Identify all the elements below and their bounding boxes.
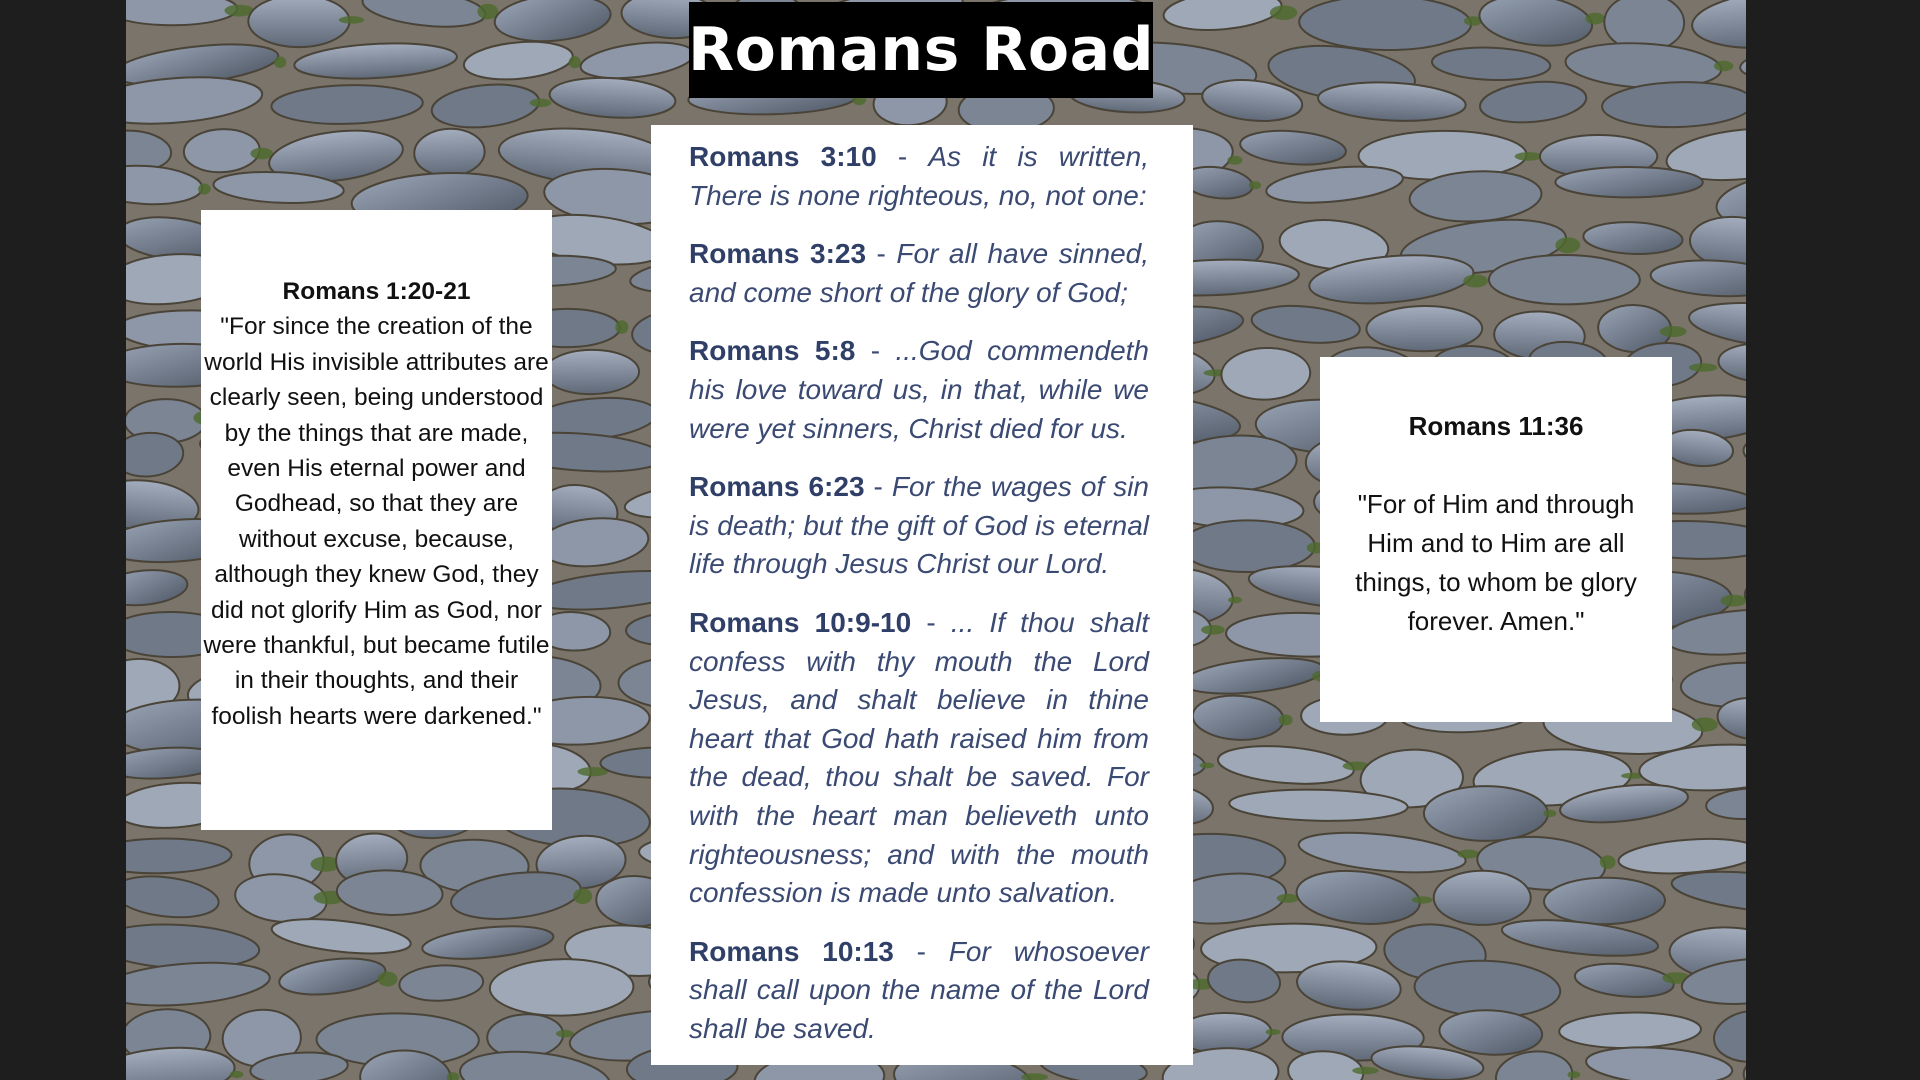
left-card-text: "For since the creation of the world His invisible attributes are clearly seen, being understood by the things that are made, even His eternal power and Godhead, so that they are without excuse, because, although they knew God, they did not glorify Him as God, nor were thankful, but became futile in their thoughts, and their foolish hearts were darkened." bbox=[203, 313, 550, 730]
verse-reference: Romans 10:13 bbox=[689, 935, 894, 967]
cobblestone bbox=[248, 0, 349, 47]
right-verse-card bbox=[1320, 357, 1672, 722]
moss-patch bbox=[615, 320, 628, 334]
verse-text: As it is written, There is none righteous, no, not one: bbox=[689, 141, 1150, 211]
verse-item bbox=[689, 604, 1149, 913]
verse-item bbox=[689, 933, 1149, 1049]
cobblestone bbox=[1555, 167, 1702, 198]
center-verse-list bbox=[651, 125, 1193, 1065]
verse-text: ...God commendeth his love toward us, in that, while we were yet sinners, Christ died for us. bbox=[689, 335, 1149, 444]
moss-patch bbox=[530, 99, 552, 108]
verse-dash: - bbox=[866, 238, 897, 270]
verse-text: For whosoever shall call upon the name of the Lord shall be saved. bbox=[689, 935, 1149, 1044]
moss-patch bbox=[274, 57, 286, 68]
moss-patch bbox=[378, 972, 398, 987]
moss-patch bbox=[569, 56, 581, 68]
verse-reference: Romans 5:8 bbox=[689, 335, 856, 367]
verse-text: For all have sinned, and come short of the glory of God; bbox=[689, 238, 1149, 308]
verse-dash: - bbox=[864, 471, 892, 503]
moss-patch bbox=[1568, 1071, 1581, 1078]
verse-dash: - bbox=[855, 335, 896, 367]
moss-patch bbox=[1277, 894, 1299, 903]
verse-text: For the wages of sin is death; but the gift of God is eternal life through Jesus Christ our Lord. bbox=[689, 471, 1149, 580]
title-banner bbox=[689, 2, 1153, 98]
verse-reference: Romans 3:10 bbox=[689, 141, 877, 172]
page-title: Romans Road bbox=[687, 15, 1155, 85]
moss-patch bbox=[1600, 855, 1616, 869]
cobblestone bbox=[1434, 871, 1531, 925]
verse-reference: Romans 10:9-10 bbox=[689, 606, 912, 638]
right-card-reference: Romans 11:36 bbox=[1408, 411, 1584, 441]
cobblestone bbox=[1180, 520, 1315, 572]
moss-patch bbox=[1692, 718, 1718, 732]
left-verse-card bbox=[201, 210, 552, 830]
moss-patch bbox=[250, 148, 272, 160]
moss-patch bbox=[1201, 625, 1225, 635]
moss-patch bbox=[1714, 61, 1733, 72]
cobblestone bbox=[1366, 306, 1482, 352]
verse-reference: Romans 3:23 bbox=[689, 238, 867, 270]
verse-text: ... If thou shalt confess with thy mouth the Lord Jesus, and shalt believe in thine heart that God hath raised him from the dead, thou shalt be saved. For with the heart man believeth unto righteousness; and with the mouth confession is made unto salvation. bbox=[689, 606, 1150, 909]
slide bbox=[126, 0, 1746, 1080]
moss-patch bbox=[573, 888, 592, 904]
moss-patch bbox=[556, 1030, 574, 1038]
moss-patch bbox=[1249, 181, 1261, 189]
moss-patch bbox=[1586, 13, 1605, 25]
cobblestone bbox=[543, 349, 639, 394]
moss-patch bbox=[1515, 152, 1543, 161]
moss-patch bbox=[1463, 275, 1488, 288]
verse-item bbox=[689, 468, 1149, 584]
moss-patch bbox=[1352, 1067, 1378, 1075]
moss-patch bbox=[1543, 810, 1556, 817]
moss-patch bbox=[1200, 762, 1215, 768]
moss-patch bbox=[1228, 597, 1242, 604]
moss-patch bbox=[1412, 896, 1433, 903]
moss-patch bbox=[198, 184, 211, 195]
moss-patch bbox=[1270, 5, 1297, 20]
verse-dash: - bbox=[911, 606, 951, 638]
left-card-reference: Romans 1:20-21 bbox=[282, 278, 471, 305]
moss-patch bbox=[339, 16, 364, 24]
moss-patch bbox=[1555, 237, 1580, 253]
moss-patch bbox=[1227, 156, 1242, 165]
verse-item bbox=[689, 235, 1149, 312]
moss-patch bbox=[1457, 850, 1479, 859]
verse-reference: Romans 6:23 bbox=[689, 471, 865, 503]
verse-dash: - bbox=[876, 141, 929, 172]
cobblestone bbox=[1424, 786, 1548, 841]
right-card-text: "For of Him and through Him and to Him are all things, to whom be glory forever. Amen." bbox=[1355, 489, 1637, 636]
moss-patch bbox=[230, 1071, 244, 1078]
moss-patch bbox=[1660, 326, 1687, 337]
moss-patch bbox=[1689, 363, 1717, 371]
cobblestone bbox=[1544, 877, 1665, 925]
verse-dash: - bbox=[893, 935, 949, 967]
verse-item bbox=[689, 138, 1149, 215]
moss-patch bbox=[1279, 715, 1293, 726]
moss-patch bbox=[1266, 1029, 1281, 1035]
verse-item bbox=[689, 332, 1149, 448]
cobblestone bbox=[1489, 255, 1640, 305]
moss-patch bbox=[1721, 595, 1746, 607]
